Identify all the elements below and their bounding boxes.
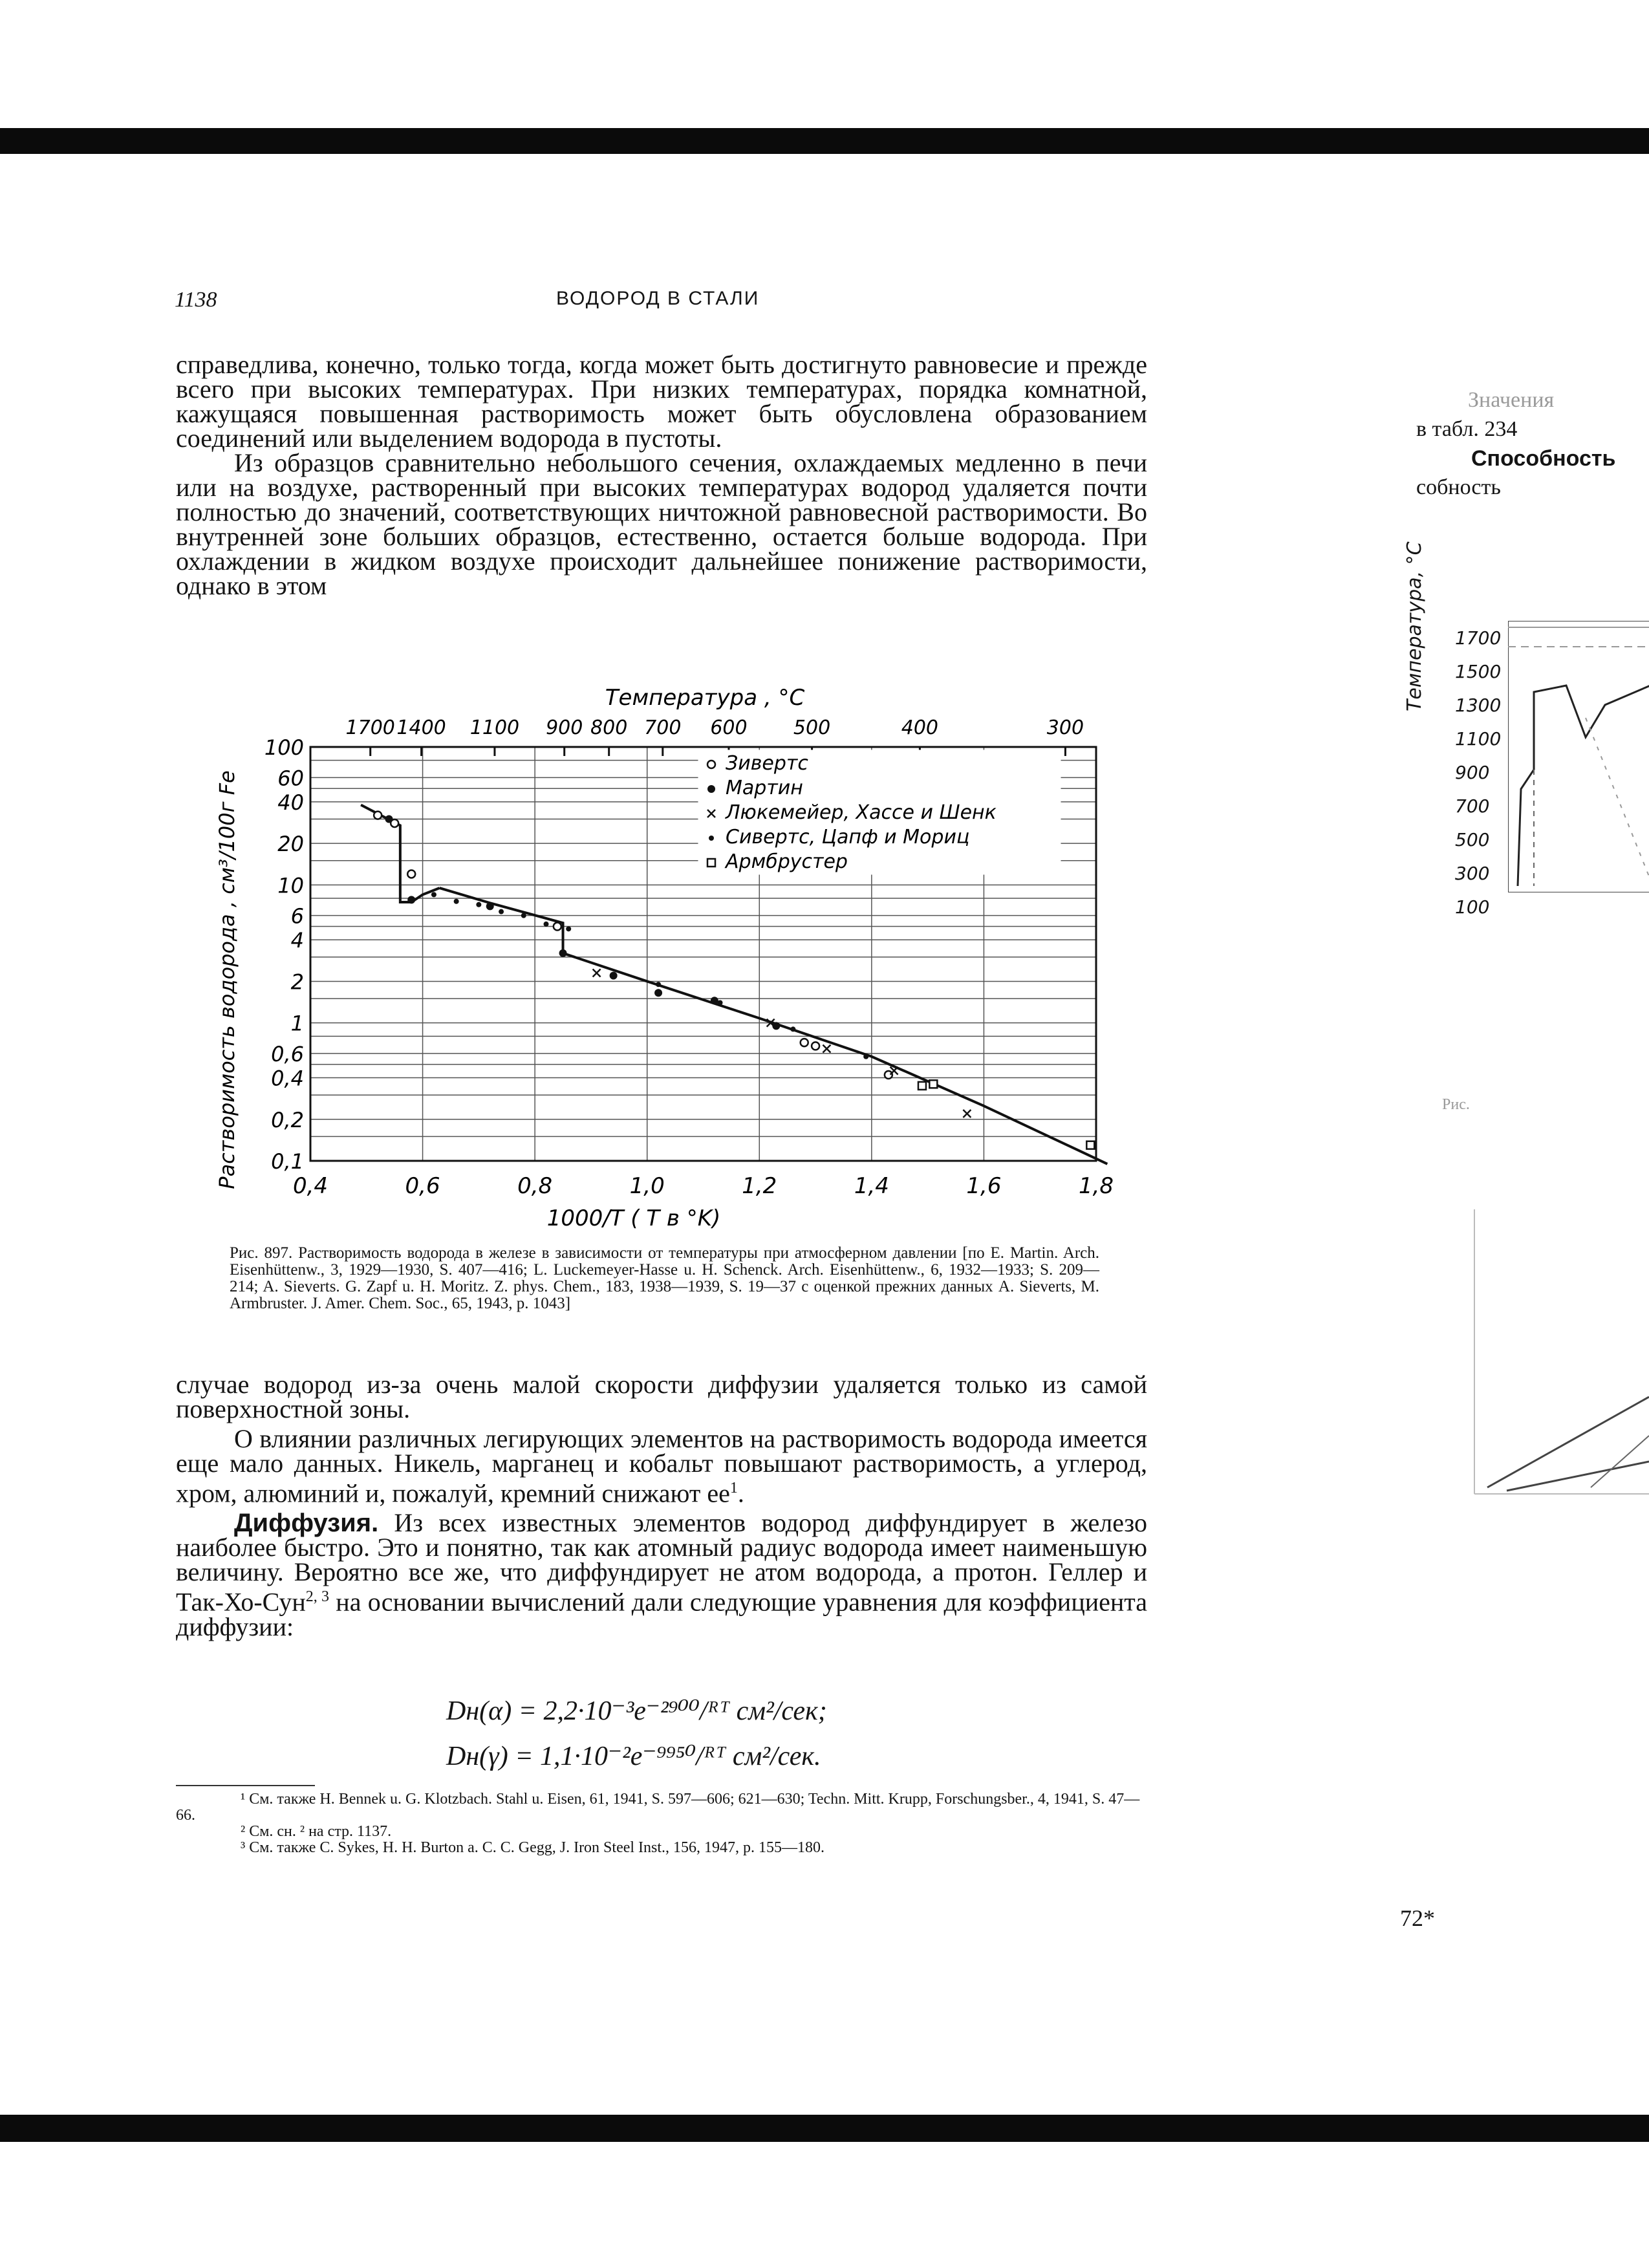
y-tick-label: 1 bbox=[290, 1011, 304, 1036]
data-point bbox=[431, 892, 436, 897]
data-point bbox=[610, 972, 618, 980]
y-tick-label: 20 bbox=[277, 832, 304, 857]
data-point bbox=[385, 815, 393, 823]
y-tick-label: 10 bbox=[277, 873, 304, 898]
top-tick-label: 900 bbox=[546, 717, 583, 739]
right-page-number: 72* bbox=[1400, 1905, 1435, 1931]
footnote-rule bbox=[176, 1785, 315, 1786]
right-page-y-tick: 1700 bbox=[1455, 627, 1502, 649]
y-tick-label: 0,2 bbox=[271, 1107, 304, 1132]
figure-caption: Рис. 897. Растворимость водорода в железе в зависимости от температуры при атмосферном давлении [по E. Martin. Arch. Eisenhüttenw., 3, 1929—1930, S. 407—416; L. Luckemeyer-Hasse u. H. Schenck. Arch. Eisenhüttenw., 6, 1932—1933; S. 209—214; A. Sieverts. G. Zapf u. H. Moritz. Z. phys. Chem., 183, 1938—1939, S. 19—37 с оценкой прежних данных A. Sieverts, M. Armbruster. J. Amer. Chem. Soc., 65, 1943, p. 1043] bbox=[230, 1244, 1099, 1312]
top-tick-label: 700 bbox=[644, 717, 682, 739]
data-point bbox=[790, 1026, 795, 1031]
top-tick-label: 600 bbox=[710, 717, 748, 739]
paragraph-2: Из образцов сравнительно небольшого сечения, охлаждаемых медленно в печи или на воздухе, растворенный при высоких температурах водород удаляется почти полностью до значений, соответствующих ничтожной равновесной растворимости. Во внутренней зоне больших образцов, естественно, остается больше водорода. При охлаждении в жидком воздухе происходит дальнейшее понижение растворимости, однако в этом bbox=[176, 448, 1147, 600]
data-point bbox=[812, 1042, 819, 1050]
y-tick-label: 40 bbox=[277, 790, 304, 815]
equation-alpha: Dн(α) = 2,2·10⁻³e⁻²⁹⁰⁰/ᴿᵀ см²/сек; bbox=[446, 1696, 827, 1726]
data-point bbox=[554, 923, 561, 931]
y-tick-label: 6 bbox=[290, 903, 304, 929]
section-heading-diffusion: Диффузия. bbox=[234, 1509, 379, 1538]
data-point bbox=[1086, 1141, 1094, 1149]
x-tick-label: 1,2 bbox=[742, 1173, 777, 1199]
data-point bbox=[707, 859, 715, 867]
right-page-chart bbox=[1403, 537, 1649, 1113]
text-block-bottom bbox=[176, 1372, 1147, 1639]
right-page-plot bbox=[1508, 621, 1649, 892]
data-point bbox=[885, 1071, 892, 1079]
x-tick-label: 0,8 bbox=[517, 1173, 553, 1199]
right-page-line-2: в табл. 234 bbox=[1416, 417, 1518, 441]
data-point bbox=[499, 909, 504, 914]
paragraph-5-text-a: Из всех известных элементов водород диффундирует в железо наиболее быстро. Это и понятно, так как атомный радиус водорода имеет наименьшую величину. Вероятно все же, что диффундирует не атом водорода, а протон. Геллер и Так-Хо-Сун bbox=[176, 1508, 1148, 1617]
data-point bbox=[929, 1080, 937, 1088]
chart-x-axis-label: 1000/T ( T в °K) bbox=[546, 1205, 721, 1231]
data-point bbox=[656, 982, 661, 987]
data-point bbox=[521, 913, 526, 918]
paragraph-5-text-b: на основании вычислений дали следующие уравнения для коэффициента диффузии: bbox=[176, 1587, 1148, 1641]
solubility-chart bbox=[213, 682, 1138, 1235]
right-page-caption-start: Рис. bbox=[1442, 1096, 1470, 1113]
right-page-y-tick: 300 bbox=[1455, 863, 1490, 884]
top-tick-label: 1400 bbox=[396, 717, 446, 739]
legend-label: Сивертс, Цапф и Мориц bbox=[726, 826, 970, 848]
paragraph-5 bbox=[176, 1508, 1148, 1641]
data-point bbox=[718, 1000, 723, 1005]
page-number: 1138 bbox=[175, 288, 217, 312]
right-page-second-chart bbox=[1423, 1203, 1649, 1500]
y-tick-label: 2 bbox=[290, 969, 304, 995]
right-page-y-tick: 500 bbox=[1455, 829, 1490, 850]
data-point bbox=[566, 926, 571, 931]
chart-legend bbox=[698, 750, 1061, 874]
equation-gamma: Dн(γ) = 1,1·10⁻²e⁻⁹⁹⁵⁰/ᴿᵀ см²/сек. bbox=[446, 1742, 821, 1771]
top-scan-bar bbox=[0, 128, 1649, 154]
paragraph-4-end: . bbox=[737, 1478, 744, 1508]
legend-label: Люкемейер, Хассе и Шенк bbox=[726, 801, 997, 824]
legend-label: Мартин bbox=[726, 777, 803, 799]
data-point bbox=[709, 836, 714, 841]
footnote-ref-2-3: 2, 3 bbox=[305, 1588, 330, 1606]
y-tick-label: 0,4 bbox=[271, 1066, 304, 1091]
y-tick-label: 0,6 bbox=[271, 1041, 304, 1066]
right-page-y-tick: 900 bbox=[1455, 762, 1490, 783]
top-tick-label: 1100 bbox=[469, 717, 520, 739]
paragraph-3: случае водород из-за очень малой скорости диффузии удаляется только из самой поверхностной зоны. bbox=[176, 1370, 1147, 1423]
footnote-ref-1: 1 bbox=[729, 1480, 738, 1496]
data-point bbox=[454, 899, 459, 904]
data-point bbox=[823, 1045, 830, 1053]
x-tick-label: 1,6 bbox=[966, 1173, 1002, 1199]
data-point bbox=[654, 989, 662, 997]
data-point bbox=[559, 949, 567, 957]
footnote-1: ¹ См. также H. Bennek u. G. Klotzbach. Stahl u. Eisen, 61, 1941, S. 597—606; 621—630; Techn. Mitt. Krupp, Forschungsber., 4, 1941, S. 47—66. bbox=[176, 1791, 1140, 1824]
right-page-y-tick: 1500 bbox=[1455, 661, 1502, 682]
data-point bbox=[801, 1039, 808, 1046]
top-tick-label: 800 bbox=[590, 717, 628, 739]
data-point bbox=[407, 896, 415, 903]
x-tick-label: 1,8 bbox=[1078, 1173, 1114, 1199]
x-tick-label: 0,4 bbox=[292, 1173, 329, 1199]
chart-y-axis-label: Растворимость водорода , см³/100г Fe bbox=[215, 770, 239, 1189]
y-tick-label: 100 bbox=[264, 735, 304, 760]
paragraph-4-text: О влиянии различных легирующих элементов на растворимость водорода имеется еще мало данных. Никель, марганец и кобальт повышают растворимость, а углерод, хром, алюминий и, пожалуй, кремний снижают ее bbox=[176, 1424, 1147, 1508]
data-point bbox=[711, 997, 718, 1004]
paragraph-4 bbox=[176, 1424, 1147, 1508]
right-page-y-tick: 1100 bbox=[1455, 728, 1502, 750]
footnote-2: ² См. сн. ² на стр. 1137. bbox=[241, 1823, 392, 1840]
top-tick-label: 500 bbox=[793, 717, 831, 739]
right-page-y-tick: 700 bbox=[1455, 795, 1490, 817]
data-point bbox=[918, 1082, 926, 1090]
paragraph-1: справедлива, конечно, только тогда, когда может быть достигнуто равновесие и прежде всего при высоких температурах. При низких температурах, порядка комнатной, кажущаяся повышенная растворимость может быть обусловлена образованием соединений или выделением водорода в пустоты. bbox=[176, 350, 1147, 453]
footnote-3: ³ См. также C. Sykes, H. H. Burton a. C. C. Gegg, J. Iron Steel Inst., 156, 1947, p. 155—180. bbox=[241, 1839, 825, 1856]
right-page-line-3: Способность bbox=[1471, 446, 1616, 471]
y-tick-label: 0,1 bbox=[271, 1149, 304, 1174]
data-point bbox=[963, 1110, 971, 1118]
x-tick-label: 0,6 bbox=[405, 1173, 440, 1199]
right-page-y-label: Температура, °С bbox=[1403, 541, 1426, 711]
data-point bbox=[863, 1054, 868, 1059]
data-point bbox=[486, 902, 494, 910]
legend-label: Зивертс bbox=[726, 752, 808, 775]
right-page-line-1: Значения bbox=[1468, 388, 1555, 412]
legend-label: Армбрустер bbox=[726, 850, 848, 873]
data-point bbox=[476, 902, 481, 907]
top-tick-label: 1700 bbox=[345, 717, 395, 739]
data-point bbox=[890, 1067, 898, 1075]
data-point bbox=[593, 969, 601, 977]
top-tick-label: 400 bbox=[901, 717, 939, 739]
chart-top-axis-label: Температура , °С bbox=[605, 685, 805, 711]
text-block-top bbox=[176, 352, 1147, 598]
data-point bbox=[407, 870, 415, 878]
right-page-y-tick: 100 bbox=[1455, 896, 1490, 918]
data-point bbox=[707, 785, 715, 793]
x-tick-label: 1,4 bbox=[854, 1173, 889, 1199]
x-tick-label: 1,0 bbox=[629, 1173, 665, 1199]
right-page-line-4: собность bbox=[1416, 475, 1501, 499]
data-point bbox=[374, 812, 382, 819]
data-point bbox=[707, 761, 715, 768]
footnotes bbox=[176, 1791, 1146, 1856]
bottom-scan-bar bbox=[0, 2115, 1649, 2142]
y-tick-label: 4 bbox=[290, 928, 304, 953]
top-tick-label: 300 bbox=[1046, 717, 1084, 739]
data-point bbox=[544, 922, 549, 927]
y-tick-label: 60 bbox=[277, 766, 304, 791]
right-page-y-tick: 1300 bbox=[1455, 695, 1502, 716]
running-title: ВОДОРОД В СТАЛИ bbox=[556, 288, 760, 309]
